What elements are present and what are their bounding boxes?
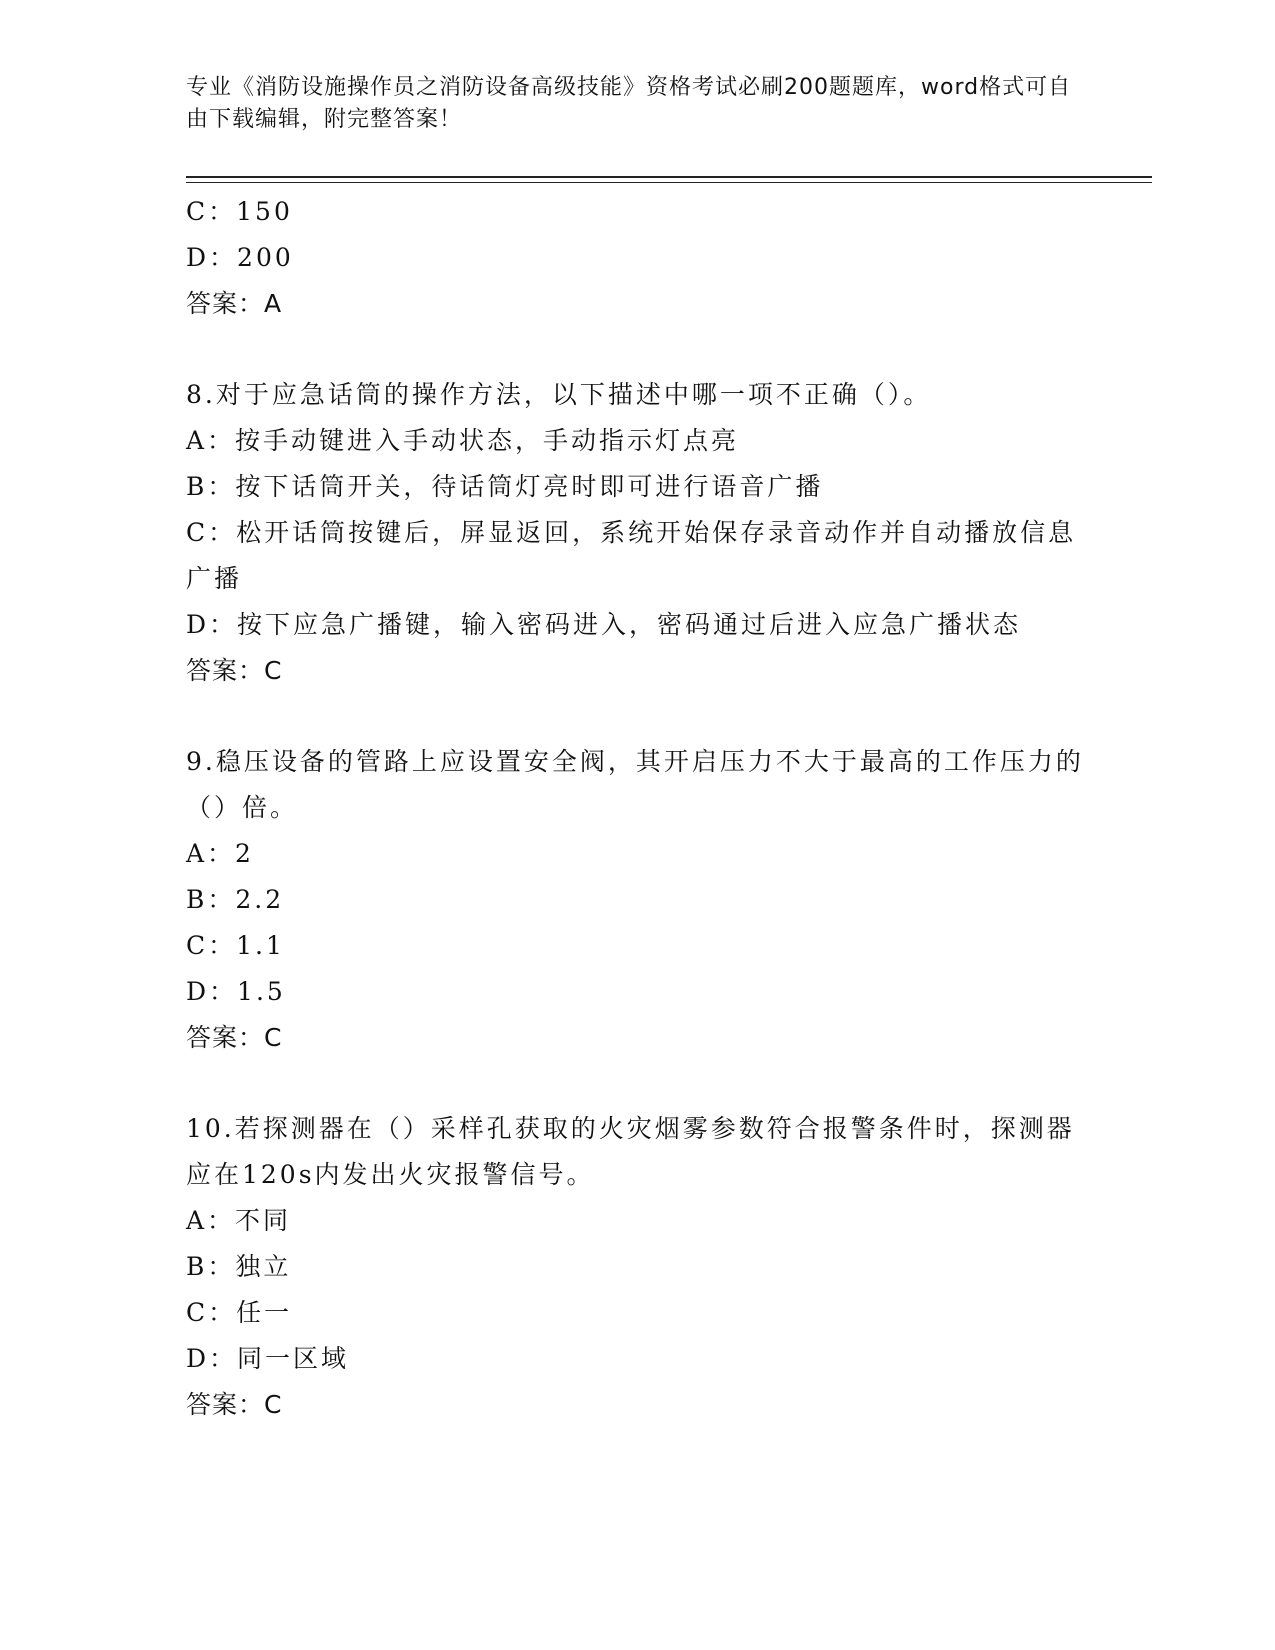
question-spacer xyxy=(186,1061,1086,1106)
document-header: 专业《消防设施操作员之消防设备高级技能》资格考试必刷200题题库，word格式可自由下载编辑，附完整答案！ xyxy=(186,75,1072,132)
option-c: C：150 xyxy=(186,197,293,226)
option-c: C：任一 xyxy=(186,1298,293,1327)
option-b: B：2.2 xyxy=(186,885,285,914)
question-spacer xyxy=(186,694,1086,739)
question-spacer xyxy=(186,327,1086,372)
question-8 xyxy=(186,372,1086,694)
option-c: C：松开话筒按键后，屏显返回，系统开始保存录音动作并自动播放信息广播 xyxy=(186,518,1077,593)
option-d: D：按下应急广播键，输入密码进入，密码通过后进入应急广播状态 xyxy=(186,610,1022,639)
question-7-continuation xyxy=(186,189,1086,327)
option-b: B：按下话筒开关，待话筒灯亮时即可进行语音广播 xyxy=(186,472,824,501)
option-c: C：1.1 xyxy=(186,931,285,960)
option-a: A：按手动键进入手动状态，手动指示灯点亮 xyxy=(186,426,740,455)
answer: 答案：C xyxy=(186,656,283,685)
option-d: D：同一区域 xyxy=(186,1344,350,1373)
question-9 xyxy=(186,739,1086,1061)
question-stem: 10.若探测器在（）采样孔获取的火灾烟雾参数符合报警条件时，探测器应在120s内发出火灾报警信号。 xyxy=(186,1114,1075,1189)
header-divider-thick xyxy=(186,176,1152,178)
option-d: D：200 xyxy=(186,243,294,272)
answer: 答案：C xyxy=(186,1390,283,1419)
question-10 xyxy=(186,1106,1086,1428)
header-divider-thin xyxy=(186,182,1152,183)
option-a: A：2 xyxy=(186,839,254,868)
question-stem: 9.稳压设备的管路上应设置安全阀，其开启压力不大于最高的工作压力的（）倍。 xyxy=(186,747,1084,822)
option-b: B：独立 xyxy=(186,1252,292,1281)
option-d: D：1.5 xyxy=(186,977,286,1006)
question-stem: 8.对于应急话筒的操作方法，以下描述中哪一项不正确（）。 xyxy=(186,380,932,409)
answer: 答案：A xyxy=(186,289,283,318)
question-list xyxy=(186,189,1086,1428)
answer: 答案：C xyxy=(186,1023,283,1052)
option-a: A：不同 xyxy=(186,1206,292,1235)
